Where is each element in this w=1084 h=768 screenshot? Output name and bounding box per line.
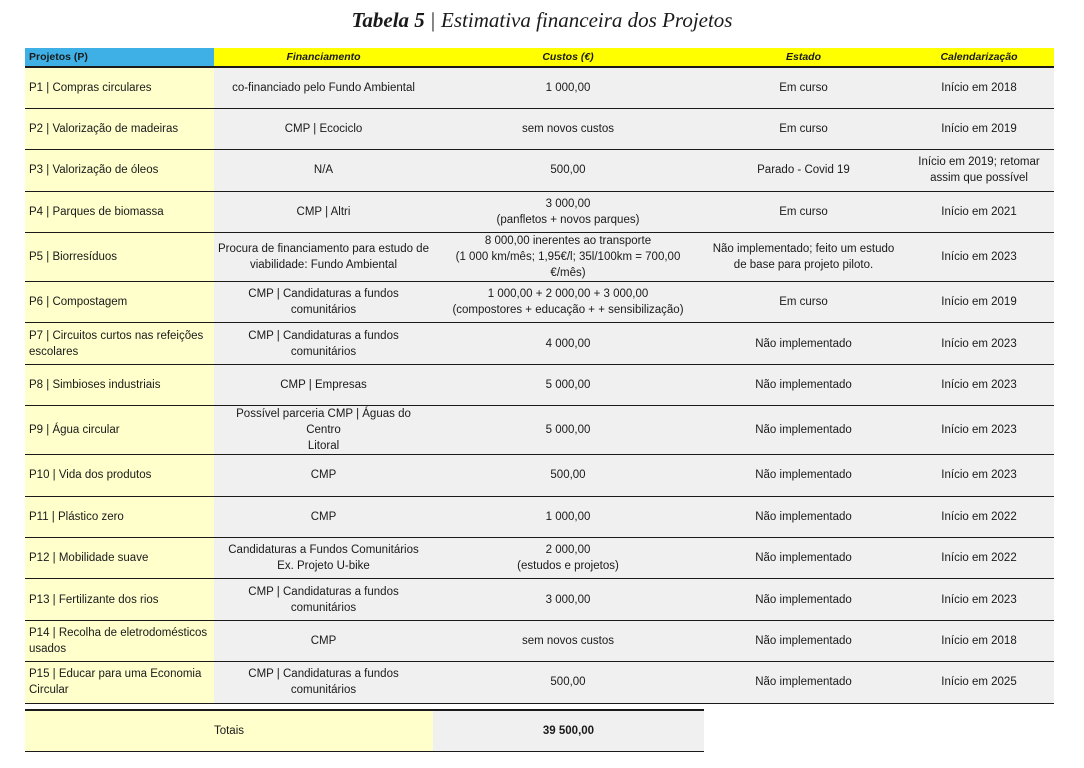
cell-financiamento: Possível parceria CMP | Águas do Centro Litoral bbox=[214, 406, 433, 455]
cell-estado: Em curso bbox=[703, 67, 904, 108]
cell-calendarizacao: Início em 2023 bbox=[904, 579, 1054, 620]
cell-calendarizacao: Início em 2021 bbox=[904, 191, 1054, 232]
cell-projeto: P11 | Plástico zero bbox=[25, 496, 214, 537]
cell-estado: Não implementado bbox=[703, 406, 904, 455]
cell-custos: 500,00 bbox=[433, 455, 703, 496]
cell-projeto: P10 | Vida dos produtos bbox=[25, 455, 214, 496]
totals-row bbox=[25, 710, 704, 751]
cell-estado: Não implementado bbox=[703, 323, 904, 364]
cell-projeto: P9 | Água circular bbox=[25, 406, 214, 455]
financial-table bbox=[25, 48, 1054, 704]
table-row bbox=[25, 579, 1054, 620]
cell-financiamento: CMP bbox=[214, 496, 433, 537]
cell-financiamento: CMP | Candidaturas a fundos comunitários bbox=[214, 579, 433, 620]
totals-value: 39 500,00 bbox=[433, 710, 704, 751]
table-row bbox=[25, 455, 1054, 496]
cell-projeto: P5 | Biorresíduos bbox=[25, 233, 214, 282]
table-caption: Estimativa financeira dos Projetos bbox=[441, 8, 733, 32]
cell-projeto: P14 | Recolha de eletrodomésticos usados bbox=[25, 620, 214, 661]
cell-financiamento: N/A bbox=[214, 150, 433, 191]
totals-table bbox=[25, 709, 704, 752]
cell-calendarizacao: Início em 2019; retomar assim que possível bbox=[904, 150, 1054, 191]
cell-projeto: P15 | Educar para uma Economia Circular bbox=[25, 662, 214, 703]
cell-financiamento: CMP | Ecociclo bbox=[214, 108, 433, 149]
cell-custos: sem novos custos bbox=[433, 620, 703, 661]
cell-projeto: P7 | Circuitos curtos nas refeições escolares bbox=[25, 323, 214, 364]
cell-estado: Não implementado bbox=[703, 455, 904, 496]
header-financiamento: Financiamento bbox=[214, 48, 433, 67]
table-row bbox=[25, 538, 1054, 579]
cell-calendarizacao: Início em 2018 bbox=[904, 67, 1054, 108]
cell-custos: 5 000,00 bbox=[433, 406, 703, 455]
cell-estado: Em curso bbox=[703, 108, 904, 149]
table-row bbox=[25, 67, 1054, 108]
cell-financiamento: CMP | Candidaturas a fundos comunitários bbox=[214, 323, 433, 364]
cell-custos: 1 000,00 bbox=[433, 67, 703, 108]
cell-financiamento: CMP bbox=[214, 620, 433, 661]
table-row bbox=[25, 620, 1054, 661]
table-row bbox=[25, 282, 1054, 323]
table-row bbox=[25, 191, 1054, 232]
cell-calendarizacao: Início em 2019 bbox=[904, 282, 1054, 323]
cell-calendarizacao: Início em 2018 bbox=[904, 620, 1054, 661]
cell-calendarizacao: Início em 2022 bbox=[904, 538, 1054, 579]
cell-estado: Não implementado bbox=[703, 620, 904, 661]
cell-estado: Em curso bbox=[703, 282, 904, 323]
table-row bbox=[25, 150, 1054, 191]
cell-financiamento: Candidaturas a Fundos Comunitários Ex. Projeto U-bike bbox=[214, 538, 433, 579]
cell-custos: 500,00 bbox=[433, 150, 703, 191]
cell-financiamento: Procura de financiamento para estudo de viabilidade: Fundo Ambiental bbox=[214, 233, 433, 282]
cell-projeto: P4 | Parques de biomassa bbox=[25, 191, 214, 232]
table-row bbox=[25, 323, 1054, 364]
cell-calendarizacao: Início em 2023 bbox=[904, 233, 1054, 282]
cell-projeto: P2 | Valorização de madeiras bbox=[25, 108, 214, 149]
cell-custos: 3 000,00 bbox=[433, 579, 703, 620]
cell-financiamento: CMP bbox=[214, 455, 433, 496]
cell-calendarizacao: Início em 2025 bbox=[904, 662, 1054, 703]
cell-custos: sem novos custos bbox=[433, 108, 703, 149]
cell-calendarizacao: Início em 2023 bbox=[904, 455, 1054, 496]
table-number: Tabela 5 bbox=[351, 8, 425, 32]
cell-projeto: P3 | Valorização de óleos bbox=[25, 150, 214, 191]
cell-custos: 500,00 bbox=[433, 662, 703, 703]
cell-projeto: P13 | Fertilizante dos rios bbox=[25, 579, 214, 620]
cell-custos: 1 000,00 bbox=[433, 496, 703, 537]
cell-calendarizacao: Início em 2023 bbox=[904, 406, 1054, 455]
cell-financiamento: CMP | Candidaturas a fundos comunitários bbox=[214, 282, 433, 323]
table-row bbox=[25, 108, 1054, 149]
table-row bbox=[25, 662, 1054, 703]
cell-estado: Parado - Covid 19 bbox=[703, 150, 904, 191]
cell-estado: Não implementado bbox=[703, 538, 904, 579]
header-row bbox=[25, 48, 1054, 67]
cell-financiamento: CMP | Empresas bbox=[214, 364, 433, 405]
cell-calendarizacao: Início em 2019 bbox=[904, 108, 1054, 149]
cell-estado: Não implementado bbox=[703, 496, 904, 537]
cell-calendarizacao: Início em 2022 bbox=[904, 496, 1054, 537]
cell-calendarizacao: Início em 2023 bbox=[904, 364, 1054, 405]
cell-custos: 5 000,00 bbox=[433, 364, 703, 405]
header-custos: Custos (€) bbox=[433, 48, 703, 67]
header-calendarizacao: Calendarização bbox=[904, 48, 1054, 67]
table-row bbox=[25, 364, 1054, 405]
cell-calendarizacao: Início em 2023 bbox=[904, 323, 1054, 364]
header-projetos: Projetos (P) bbox=[25, 48, 214, 67]
cell-custos: 4 000,00 bbox=[433, 323, 703, 364]
totals-label: Totais bbox=[25, 710, 433, 751]
cell-estado: Em curso bbox=[703, 191, 904, 232]
table-row bbox=[25, 233, 1054, 282]
table-title bbox=[0, 8, 1084, 33]
cell-projeto: P12 | Mobilidade suave bbox=[25, 538, 214, 579]
cell-financiamento: co-financiado pelo Fundo Ambiental bbox=[214, 67, 433, 108]
cell-estado: Não implementado bbox=[703, 364, 904, 405]
cell-custos: 8 000,00 inerentes ao transporte (1 000 km/mês; 1,95€/l; 35l/100km = 700,00 €/mês) bbox=[433, 233, 703, 282]
cell-financiamento: CMP | Altri bbox=[214, 191, 433, 232]
table-row bbox=[25, 496, 1054, 537]
cell-projeto: P8 | Simbioses industriais bbox=[25, 364, 214, 405]
cell-projeto: P6 | Compostagem bbox=[25, 282, 214, 323]
cell-custos: 3 000,00 (panfletos + novos parques) bbox=[433, 191, 703, 232]
cell-projeto: P1 | Compras circulares bbox=[25, 67, 214, 108]
cell-financiamento: CMP | Candidaturas a fundos comunitários bbox=[214, 662, 433, 703]
cell-estado: Não implementado bbox=[703, 579, 904, 620]
table-row bbox=[25, 406, 1054, 455]
title-separator: | bbox=[430, 8, 436, 32]
header-estado: Estado bbox=[703, 48, 904, 67]
cell-custos: 1 000,00 + 2 000,00 + 3 000,00 (compostores + educação + + sensibilização) bbox=[433, 282, 703, 323]
cell-custos: 2 000,00 (estudos e projetos) bbox=[433, 538, 703, 579]
cell-estado: Não implementado; feito um estudo de base para projeto piloto. bbox=[703, 233, 904, 282]
cell-estado: Não implementado bbox=[703, 662, 904, 703]
